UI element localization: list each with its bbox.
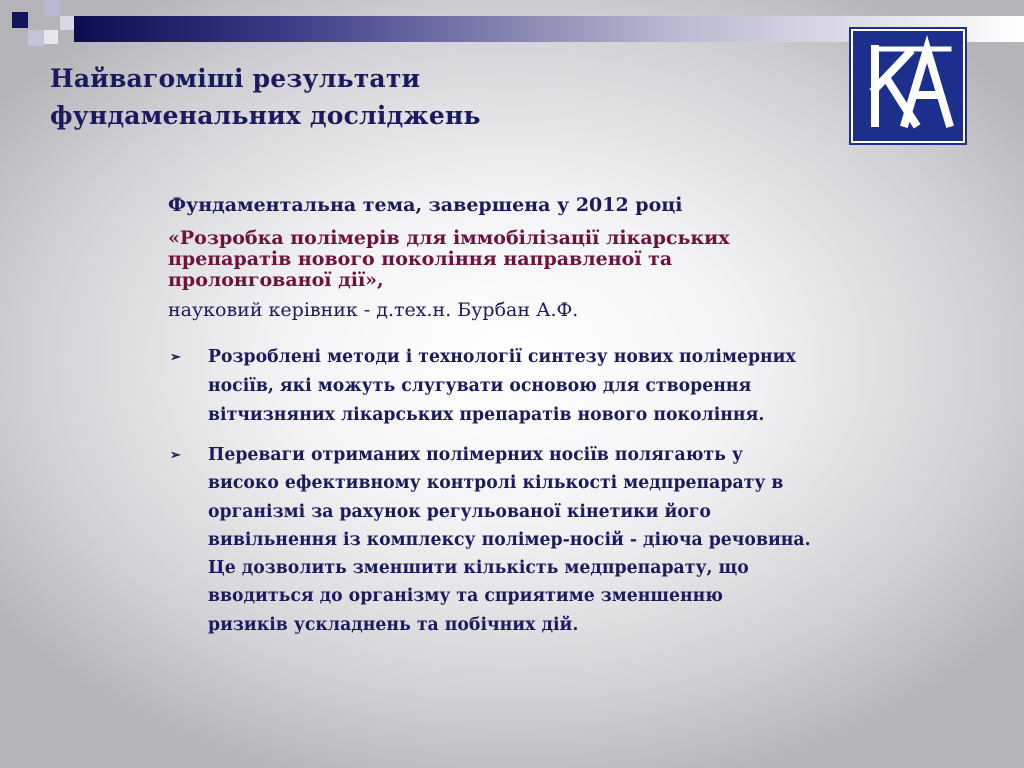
- slide-title-line: фундаменальних досліджень: [50, 101, 481, 130]
- bullet-line: Переваги отриманих полімерних носіїв полягають у: [208, 445, 743, 465]
- bullet-item: [168, 441, 958, 639]
- bullet-line: вивільнення із комплексу полімер-носій - діюча речовина.: [208, 529, 811, 550]
- decor-square: [44, 0, 60, 16]
- bullet-item: [168, 343, 958, 430]
- bullet-line: організмі за рахунок регульованої кінетики його: [208, 501, 711, 522]
- institution-logo: [851, 29, 965, 143]
- bullet-line: носіїв, які можуть слугувати основою для створення: [208, 376, 752, 396]
- bullet-line: Розроблені методи і технології синтезу нових полімерних: [208, 347, 796, 367]
- supervisor-line: науковий керівник - д.тех.н. Бурбан А.Ф.: [168, 299, 579, 321]
- monogram-icon: [853, 31, 963, 141]
- decor-square: [60, 16, 74, 30]
- intro-line: Фундаментальна тема, завершена у 2012 році: [168, 194, 683, 216]
- arrow-bullet-icon: ➢: [170, 448, 181, 463]
- research-topic: [168, 228, 958, 291]
- bullet-line: ризиків ускладнень та побічних дій.: [208, 614, 579, 635]
- slide-title-line: Найвагоміші результати: [50, 64, 421, 93]
- topic-line: «Розробка полімерів для іммобілізації лікарських: [168, 227, 730, 249]
- topic-line: препаратів нового покоління направленої та: [168, 248, 673, 270]
- slide-body: [168, 191, 958, 639]
- bullet-line: високо ефективному контролі кількості медпрепарату в: [208, 473, 784, 494]
- decor-square: [28, 30, 44, 46]
- decor-square: [44, 30, 58, 44]
- topic-line: пролонгованої дії»,: [168, 269, 384, 291]
- decor-square: [12, 12, 28, 28]
- slide-title: [50, 60, 481, 134]
- bullet-line: вітчизняних лікарських препаратів нового покоління.: [208, 405, 765, 425]
- bullet-line: Це дозволить зменшити кількість медпрепарату, що: [208, 558, 749, 579]
- bullet-line: вводиться до організму та сприятиме зменшенню: [208, 586, 723, 607]
- arrow-bullet-icon: ➢: [170, 350, 181, 365]
